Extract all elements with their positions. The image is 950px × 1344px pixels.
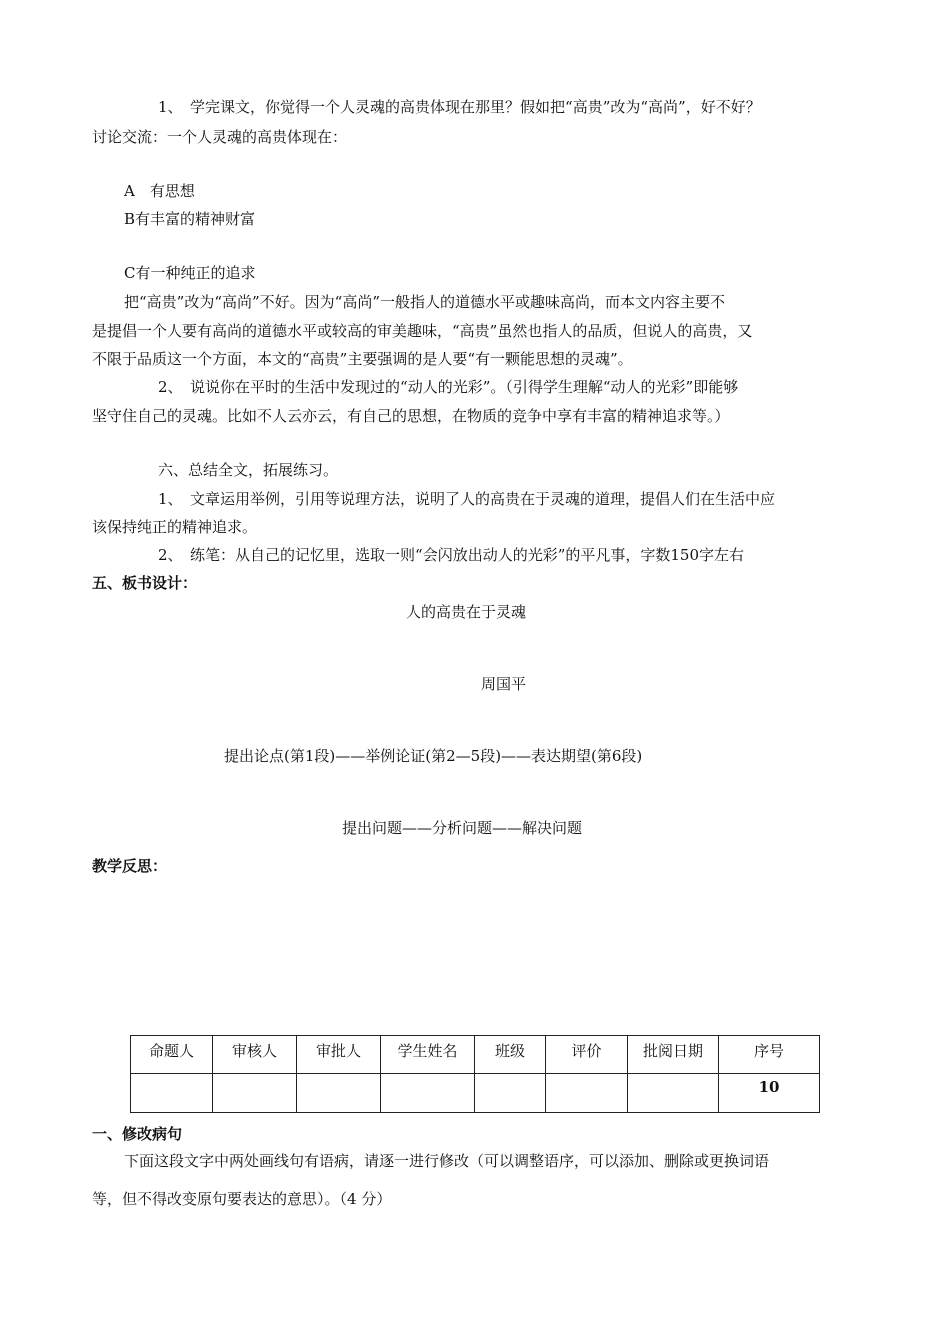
header-cell-class: 班级 [475,1036,546,1074]
header-cell-review-date: 批阅日期 [628,1036,719,1074]
exercise-instruction-line-1: 下面这段文字中两处画线句有语病，请逐一进行修改（可以调整语序，可以添加、删除或更换词语 [124,1152,770,1170]
exercise-instruction-line-2: 等，但不得改变原句要表达的意思）。（4 分） [92,1190,392,1208]
board-structure: 提出论点(第1段)——举例论证(第2—5段)——表达期望(第6段) [224,747,643,765]
question-1-line-2: 讨论交流：一个人灵魂的高贵体现在： [92,128,348,146]
question-1-line-1: 1、 学完课文，你觉得一个人灵魂的高贵体现在那里？假如把“高贵”改为“高尚”，好不好？ [158,98,761,116]
value-cell-evaluation [546,1074,628,1113]
value-cell-class [475,1074,546,1113]
option-a: A 有思想 [124,182,195,200]
option-c: C有一种纯正的追求 [124,264,256,282]
value-cell-reviewer [213,1074,297,1113]
value-cell-setter [131,1074,213,1113]
answer-line-3: 不限于品质这一个方面，本文的“高贵”主要强调的是人要“有一颗能思想的灵魂”。 [92,350,633,368]
summary-item-2: 2、 练笔：从自己的记忆里，选取一则“会闪放出动人的光彩”的平凡事，字数150字左右 [158,546,745,564]
board-design-heading: 五、板书设计： [92,574,198,592]
value-cell-approver [297,1074,381,1113]
header-cell-student-name: 学生姓名 [381,1036,475,1074]
header-cell-evaluation: 评价 [546,1036,628,1074]
answer-line-1: 把“高贵”改为“高尚”不好。因为“高尚”一般指人的道德水平或趣味高尚，而本文内容主要不 [124,293,726,311]
summary-heading: 六、总结全文，拓展练习。 [158,461,339,479]
value-cell-serial-number: 10 [719,1074,820,1113]
header-cell-reviewer: 审核人 [213,1036,297,1074]
header-cell-serial-number: 序号 [719,1036,820,1074]
header-cell-approver: 审批人 [297,1036,381,1074]
value-cell-student-name [381,1074,475,1113]
option-b: B有丰富的精神财富 [124,210,256,228]
table-header-row [131,1036,820,1074]
question-2-line-2: 坚守住自己的灵魂。比如不人云亦云，有自己的思想，在物质的竞争中享有丰富的精神追求等。） [92,407,730,425]
exercise-heading: 一、修改病句 [92,1125,183,1143]
summary-item-1-line-1: 1、 文章运用举例，引用等说理方法，说明了人的高贵在于灵魂的道理，提倡人们在生活中应 [158,490,776,508]
board-title: 人的高贵在于灵魂 [405,603,526,621]
header-cell-setter: 命题人 [131,1036,213,1074]
board-logic: 提出问题——分析问题——解决问题 [342,819,583,837]
reflection-heading: 教学反思： [92,857,168,875]
summary-item-1-line-2: 该保持纯正的精神追求。 [92,518,258,536]
value-cell-review-date [628,1074,719,1113]
board-author: 周国平 [481,675,527,693]
table-value-row [131,1074,820,1113]
info-table [130,1035,820,1113]
question-2-line-1: 2、 说说你在平时的生活中发现过的“动人的光彩”。（引得学生理解“动人的光彩”即能够 [158,378,739,396]
answer-line-2: 是提倡一个人要有高尚的道德水平或较高的审美趣味，“高贵”虽然也指人的品质，但说人的高贵，又 [92,322,753,340]
